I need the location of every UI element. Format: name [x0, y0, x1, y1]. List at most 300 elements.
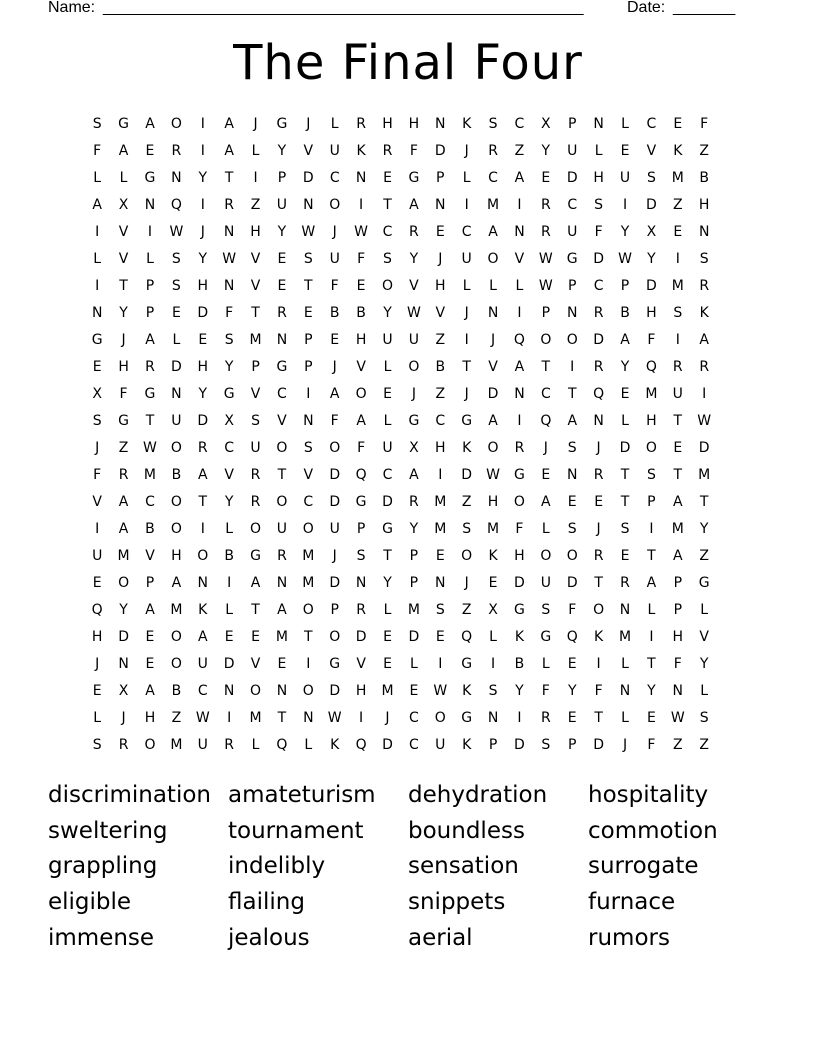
grid-letter: A: [567, 413, 578, 429]
grid-letter: H: [698, 197, 710, 213]
grid-letter: S: [620, 521, 630, 537]
grid-letter: D: [646, 197, 657, 213]
grid-letter: N: [276, 683, 288, 699]
grid-letter: V: [699, 629, 709, 645]
grid-letter: E: [277, 251, 287, 267]
grid-letter: D: [382, 494, 393, 510]
grid-letter: L: [409, 656, 418, 672]
grid-letter: R: [277, 305, 287, 321]
grid-letter: I: [359, 710, 364, 726]
grid-letter: Y: [383, 305, 392, 321]
grid-letter: P: [436, 170, 445, 186]
grid-letter: E: [673, 440, 683, 456]
grid-letter: H: [250, 224, 261, 240]
grid-letter: B: [224, 548, 234, 564]
grid-letter: G: [276, 359, 288, 375]
grid-letter: D: [619, 440, 631, 456]
grid-letter: R: [699, 359, 710, 375]
grid-letter: S: [541, 602, 551, 618]
grid-letter: M: [671, 521, 684, 537]
grid-letter: Q: [276, 737, 288, 753]
grid-letter: U: [540, 575, 551, 591]
grid-letter: S: [224, 332, 234, 348]
grid-letter: D: [170, 359, 182, 375]
grid-letter: B: [171, 683, 182, 699]
grid-letter: M: [302, 575, 315, 591]
grid-letter: L: [541, 521, 550, 537]
grid-letter: C: [461, 224, 472, 240]
grid-letter: Y: [647, 251, 656, 267]
grid-letter: A: [145, 602, 155, 618]
grid-letter: K: [488, 548, 498, 564]
grid-letter: O: [250, 683, 262, 699]
grid-letter: V: [250, 251, 261, 267]
word-bank-item: tournament: [228, 817, 364, 844]
grid-letter: V: [646, 143, 657, 159]
grid-letter: S: [303, 440, 313, 456]
grid-letter: D: [593, 737, 604, 753]
grid-letter: G: [461, 413, 473, 429]
word-bank-item: immense: [48, 924, 155, 951]
grid-letter: V: [435, 305, 446, 321]
grid-letter: G: [144, 386, 156, 402]
grid-letter: R: [250, 494, 261, 510]
grid-letter: O: [513, 494, 525, 510]
grid-letter: L: [489, 629, 497, 645]
grid-letter: A: [224, 116, 234, 132]
grid-letter: Q: [355, 467, 367, 483]
grid-letter: M: [381, 683, 394, 699]
grid-letter: C: [303, 494, 314, 510]
grid-letter: A: [118, 143, 129, 159]
grid-letter: Y: [541, 143, 551, 159]
grid-letter: L: [621, 116, 629, 132]
grid-letter: I: [702, 386, 707, 402]
grid-letter: F: [357, 440, 366, 456]
grid-letter: P: [356, 521, 366, 537]
grid-letter: I: [517, 197, 522, 213]
grid-letter: T: [119, 278, 128, 294]
grid-letter: R: [540, 710, 551, 726]
grid-letter: H: [646, 413, 657, 429]
grid-letter: B: [620, 305, 630, 321]
grid-letter: O: [302, 602, 314, 618]
grid-letter: E: [277, 278, 287, 294]
grid-letter: O: [170, 116, 182, 132]
word-bank: [48, 778, 768, 956]
grid-letter: R: [277, 548, 287, 564]
grid-letter: W: [195, 710, 210, 726]
grid-letter: F: [409, 143, 418, 159]
grid-letter: G: [408, 413, 420, 429]
grid-letter: H: [593, 170, 604, 186]
grid-letter: E: [567, 656, 577, 672]
grid-letter: T: [198, 494, 208, 510]
grid-letter: J: [543, 440, 548, 456]
word-bank-item: snippets: [408, 889, 506, 916]
grid-letter: N: [593, 116, 604, 132]
grid-letter: S: [462, 521, 472, 537]
grid-letter: L: [93, 251, 102, 267]
grid-letter: P: [409, 575, 419, 591]
grid-letter: N: [303, 413, 314, 429]
grid-letter: K: [198, 602, 208, 618]
grid-letter: D: [487, 386, 499, 402]
grid-letter: J: [385, 710, 390, 726]
grid-letter: I: [200, 143, 205, 159]
grid-letter: J: [332, 548, 337, 564]
grid-letter: R: [488, 143, 498, 159]
grid-letter: B: [329, 305, 340, 321]
grid-letter: S: [488, 683, 498, 699]
grid-letter: A: [488, 413, 498, 429]
word-bank-item: sensation: [408, 853, 519, 880]
grid-letter: L: [146, 251, 154, 267]
grid-letter: D: [355, 629, 367, 645]
grid-letter: L: [700, 602, 709, 618]
grid-letter: R: [382, 143, 393, 159]
grid-letter: R: [224, 197, 235, 213]
grid-letter: Q: [170, 197, 182, 213]
grid-letter: A: [197, 467, 208, 483]
grid-letter: O: [276, 494, 288, 510]
grid-letter: N: [171, 386, 182, 402]
grid-letter: D: [382, 737, 393, 753]
grid-letter: U: [382, 440, 393, 456]
grid-letter: U: [250, 440, 261, 456]
grid-letter: A: [699, 332, 709, 348]
grid-letter: C: [593, 278, 604, 294]
grid-letter: G: [514, 467, 525, 483]
grid-letter: L: [119, 170, 128, 186]
grid-letter: S: [646, 467, 656, 483]
grid-letter: V: [356, 359, 366, 375]
grid-letter: S: [383, 251, 392, 267]
grid-letter: Y: [515, 683, 524, 699]
grid-letter: T: [594, 575, 603, 591]
grid-letter: T: [567, 386, 577, 402]
grid-letter: A: [92, 197, 102, 213]
grid-letter: U: [567, 224, 578, 240]
grid-letter: I: [359, 197, 364, 213]
grid-letter: O: [329, 629, 341, 645]
grid-letter: Y: [224, 359, 234, 375]
grid-letter: A: [409, 197, 419, 213]
grid-letter: E: [620, 143, 630, 159]
grid-letter: E: [303, 305, 313, 321]
grid-letter: H: [171, 548, 182, 564]
grid-letter: I: [596, 656, 601, 672]
grid-letter: T: [224, 170, 234, 186]
grid-letter: X: [224, 413, 234, 429]
date-blank-line: _______: [673, 0, 736, 16]
grid-letter: K: [356, 143, 366, 159]
word-bank-item: flailing: [228, 889, 305, 916]
grid-letter: G: [514, 602, 525, 618]
grid-letter: R: [197, 440, 208, 456]
grid-letter: O: [329, 197, 341, 213]
grid-letter: O: [487, 440, 499, 456]
grid-letter: Q: [91, 602, 103, 618]
grid-letter: M: [302, 548, 315, 564]
grid-letter: F: [225, 305, 234, 321]
grid-letter: E: [198, 332, 208, 348]
grid-letter: T: [304, 278, 313, 294]
grid-letter: J: [464, 143, 469, 159]
grid-letter: C: [540, 386, 551, 402]
grid-letter: N: [118, 656, 129, 672]
grid-letter: T: [647, 656, 656, 672]
grid-letter: S: [92, 116, 102, 132]
grid-letter: A: [409, 467, 419, 483]
grid-letter: O: [250, 521, 262, 537]
grid-letter: N: [619, 683, 631, 699]
grid-letter: Y: [198, 386, 208, 402]
grid-letter: D: [302, 170, 314, 186]
grid-letter: W: [169, 224, 184, 240]
grid-letter: F: [594, 224, 603, 240]
grid-letter: L: [700, 683, 709, 699]
grid-letter: W: [670, 710, 685, 726]
grid-letter: O: [408, 359, 420, 375]
grid-letter: N: [223, 683, 235, 699]
grid-letter: Z: [672, 737, 683, 753]
grid-letter: E: [383, 629, 392, 645]
grid-letter: L: [225, 521, 234, 537]
grid-letter: A: [541, 494, 551, 510]
grid-letter: Y: [409, 251, 419, 267]
grid-letter: A: [646, 575, 657, 591]
grid-letter: Y: [383, 575, 392, 591]
grid-letter: N: [672, 683, 684, 699]
grid-letter: H: [355, 683, 367, 699]
grid-letter: E: [673, 224, 683, 240]
grid-letter: P: [541, 305, 551, 321]
grid-letter: C: [408, 710, 419, 726]
grid-letter: G: [408, 170, 420, 186]
word-bank-item: commotion: [588, 817, 718, 844]
grid-letter: W: [327, 710, 342, 726]
grid-letter: S: [646, 170, 656, 186]
grid-letter: E: [145, 143, 155, 159]
grid-letter: Y: [277, 143, 287, 159]
grid-letter: Y: [119, 602, 128, 618]
grid-letter: M: [170, 602, 183, 618]
grid-letter: O: [170, 656, 182, 672]
grid-letter: Y: [224, 494, 234, 510]
grid-letter: C: [382, 224, 393, 240]
grid-letter: P: [673, 602, 683, 618]
grid-letter: E: [594, 494, 604, 510]
grid-letter: K: [594, 629, 604, 645]
grid-letter: N: [276, 332, 288, 348]
grid-letter: Y: [198, 251, 208, 267]
grid-letter: L: [621, 413, 629, 429]
grid-letter: L: [330, 116, 339, 132]
grid-letter: I: [649, 629, 654, 645]
grid-letter: V: [356, 656, 366, 672]
grid-letter: S: [435, 602, 445, 618]
grid-letter: A: [250, 575, 261, 591]
grid-letter: D: [408, 629, 420, 645]
grid-letter: F: [93, 467, 102, 483]
grid-letter: J: [306, 116, 311, 132]
grid-letter: D: [514, 575, 525, 591]
grid-letter: I: [490, 656, 496, 672]
grid-letter: E: [92, 359, 102, 375]
grid-letter: Q: [540, 413, 552, 429]
grid-letter: A: [118, 521, 129, 537]
grid-letter: G: [355, 494, 367, 510]
grid-letter: S: [567, 440, 577, 456]
grid-letter: U: [329, 251, 340, 267]
grid-letter: J: [253, 116, 258, 132]
grid-letter: T: [462, 359, 471, 375]
grid-letter: O: [540, 332, 552, 348]
grid-letter: M: [671, 278, 684, 294]
grid-letter: X: [488, 602, 498, 618]
grid-letter: K: [462, 116, 472, 132]
grid-letter: T: [251, 602, 260, 618]
grid-letter: G: [461, 656, 473, 672]
grid-letter: H: [487, 494, 499, 510]
grid-letter: J: [332, 224, 337, 240]
grid-letter: P: [251, 359, 260, 375]
grid-letter: B: [514, 656, 525, 672]
grid-letter: N: [514, 386, 525, 402]
grid-letter: O: [355, 386, 367, 402]
grid-letter: A: [673, 548, 683, 564]
name-label: Name:: [48, 0, 96, 16]
grid-letter: T: [145, 413, 155, 429]
grid-letter: C: [514, 116, 525, 132]
grid-letter: Z: [699, 143, 709, 159]
grid-letter: R: [409, 494, 419, 510]
grid-letter: D: [593, 251, 604, 267]
grid-letter: E: [488, 575, 498, 591]
grid-letter: L: [462, 170, 471, 186]
grid-letter: K: [699, 305, 709, 321]
grid-letter: C: [488, 170, 498, 186]
grid-letter: E: [620, 386, 630, 402]
grid-letter: F: [119, 386, 128, 402]
grid-letter: P: [488, 737, 498, 753]
grid-letter: M: [434, 494, 447, 510]
grid-letter: O: [170, 494, 182, 510]
grid-letter: I: [438, 467, 443, 483]
word-bank-item: indelibly: [228, 853, 326, 880]
grid-letter: K: [673, 143, 683, 159]
grid-letter: R: [593, 359, 604, 375]
grid-letter: P: [673, 575, 683, 591]
grid-letter: P: [330, 602, 339, 618]
grid-letter: J: [411, 386, 416, 402]
grid-letter: O: [197, 548, 209, 564]
grid-letter: V: [250, 278, 261, 294]
grid-letter: F: [93, 143, 102, 159]
grid-letter: V: [303, 143, 314, 159]
grid-letter: U: [276, 197, 288, 213]
grid-letter: Y: [277, 224, 287, 240]
grid-letter: U: [435, 737, 446, 753]
grid-letter: O: [329, 440, 341, 456]
grid-letter: J: [95, 656, 100, 672]
grid-letter: D: [434, 143, 446, 159]
grid-letter: Q: [566, 629, 578, 645]
grid-letter: V: [250, 386, 261, 402]
grid-letter: S: [303, 251, 313, 267]
grid-letter: G: [276, 116, 288, 132]
grid-letter: R: [540, 224, 551, 240]
grid-letter: G: [461, 710, 473, 726]
word-bank-item: surrogate: [588, 853, 699, 880]
grid-letter: E: [224, 629, 234, 645]
grid-letter: H: [382, 116, 393, 132]
grid-letter: U: [672, 386, 683, 402]
grid-letter: N: [566, 467, 578, 483]
grid-letter: F: [700, 116, 709, 132]
grid-letter: G: [540, 629, 552, 645]
grid-letter: D: [566, 170, 578, 186]
grid-letter: J: [95, 440, 100, 456]
grid-letter: N: [223, 224, 235, 240]
grid-letter: I: [570, 359, 575, 375]
grid-letter: W: [143, 440, 157, 456]
grid-letter: E: [567, 710, 577, 726]
grid-letter: V: [409, 278, 419, 294]
grid-letter: L: [621, 656, 629, 672]
grid-letter: E: [92, 683, 102, 699]
grid-letter: I: [517, 710, 522, 726]
grid-letter: K: [462, 683, 472, 699]
grid-letter: P: [145, 575, 155, 591]
grid-letter: M: [275, 629, 288, 645]
grid-letter: Y: [620, 224, 630, 240]
grid-letter: M: [434, 521, 447, 537]
grid-letter: H: [672, 629, 684, 645]
grid-letter: L: [462, 278, 471, 294]
grid-letter: E: [567, 494, 577, 510]
grid-letter: O: [566, 548, 578, 564]
grid-letter: O: [170, 440, 182, 456]
grid-letter: T: [304, 629, 313, 645]
grid-letter: A: [356, 413, 366, 429]
grid-letter: L: [225, 602, 234, 618]
grid-letter: I: [200, 521, 205, 537]
grid-letter: K: [514, 629, 525, 645]
grid-letter: F: [357, 251, 366, 267]
grid-letter: L: [251, 143, 260, 159]
grid-letter: O: [593, 602, 605, 618]
grid-letter: R: [145, 359, 155, 375]
word-bank-item: furnace: [588, 889, 676, 916]
grid-letter: N: [276, 575, 288, 591]
grid-letter: O: [381, 278, 393, 294]
grid-letter: J: [596, 521, 601, 537]
grid-letter: A: [329, 386, 340, 402]
grid-letter: H: [355, 332, 367, 348]
grid-letter: F: [330, 413, 339, 429]
grid-letter: R: [593, 548, 604, 564]
grid-letter: D: [329, 494, 341, 510]
grid-letter: O: [170, 521, 182, 537]
grid-letter: A: [673, 494, 683, 510]
grid-letter: V: [488, 359, 498, 375]
grid-letter: L: [594, 143, 603, 159]
grid-letter: C: [277, 386, 287, 402]
grid-letter: U: [92, 548, 103, 564]
grid-letter: F: [647, 332, 656, 348]
